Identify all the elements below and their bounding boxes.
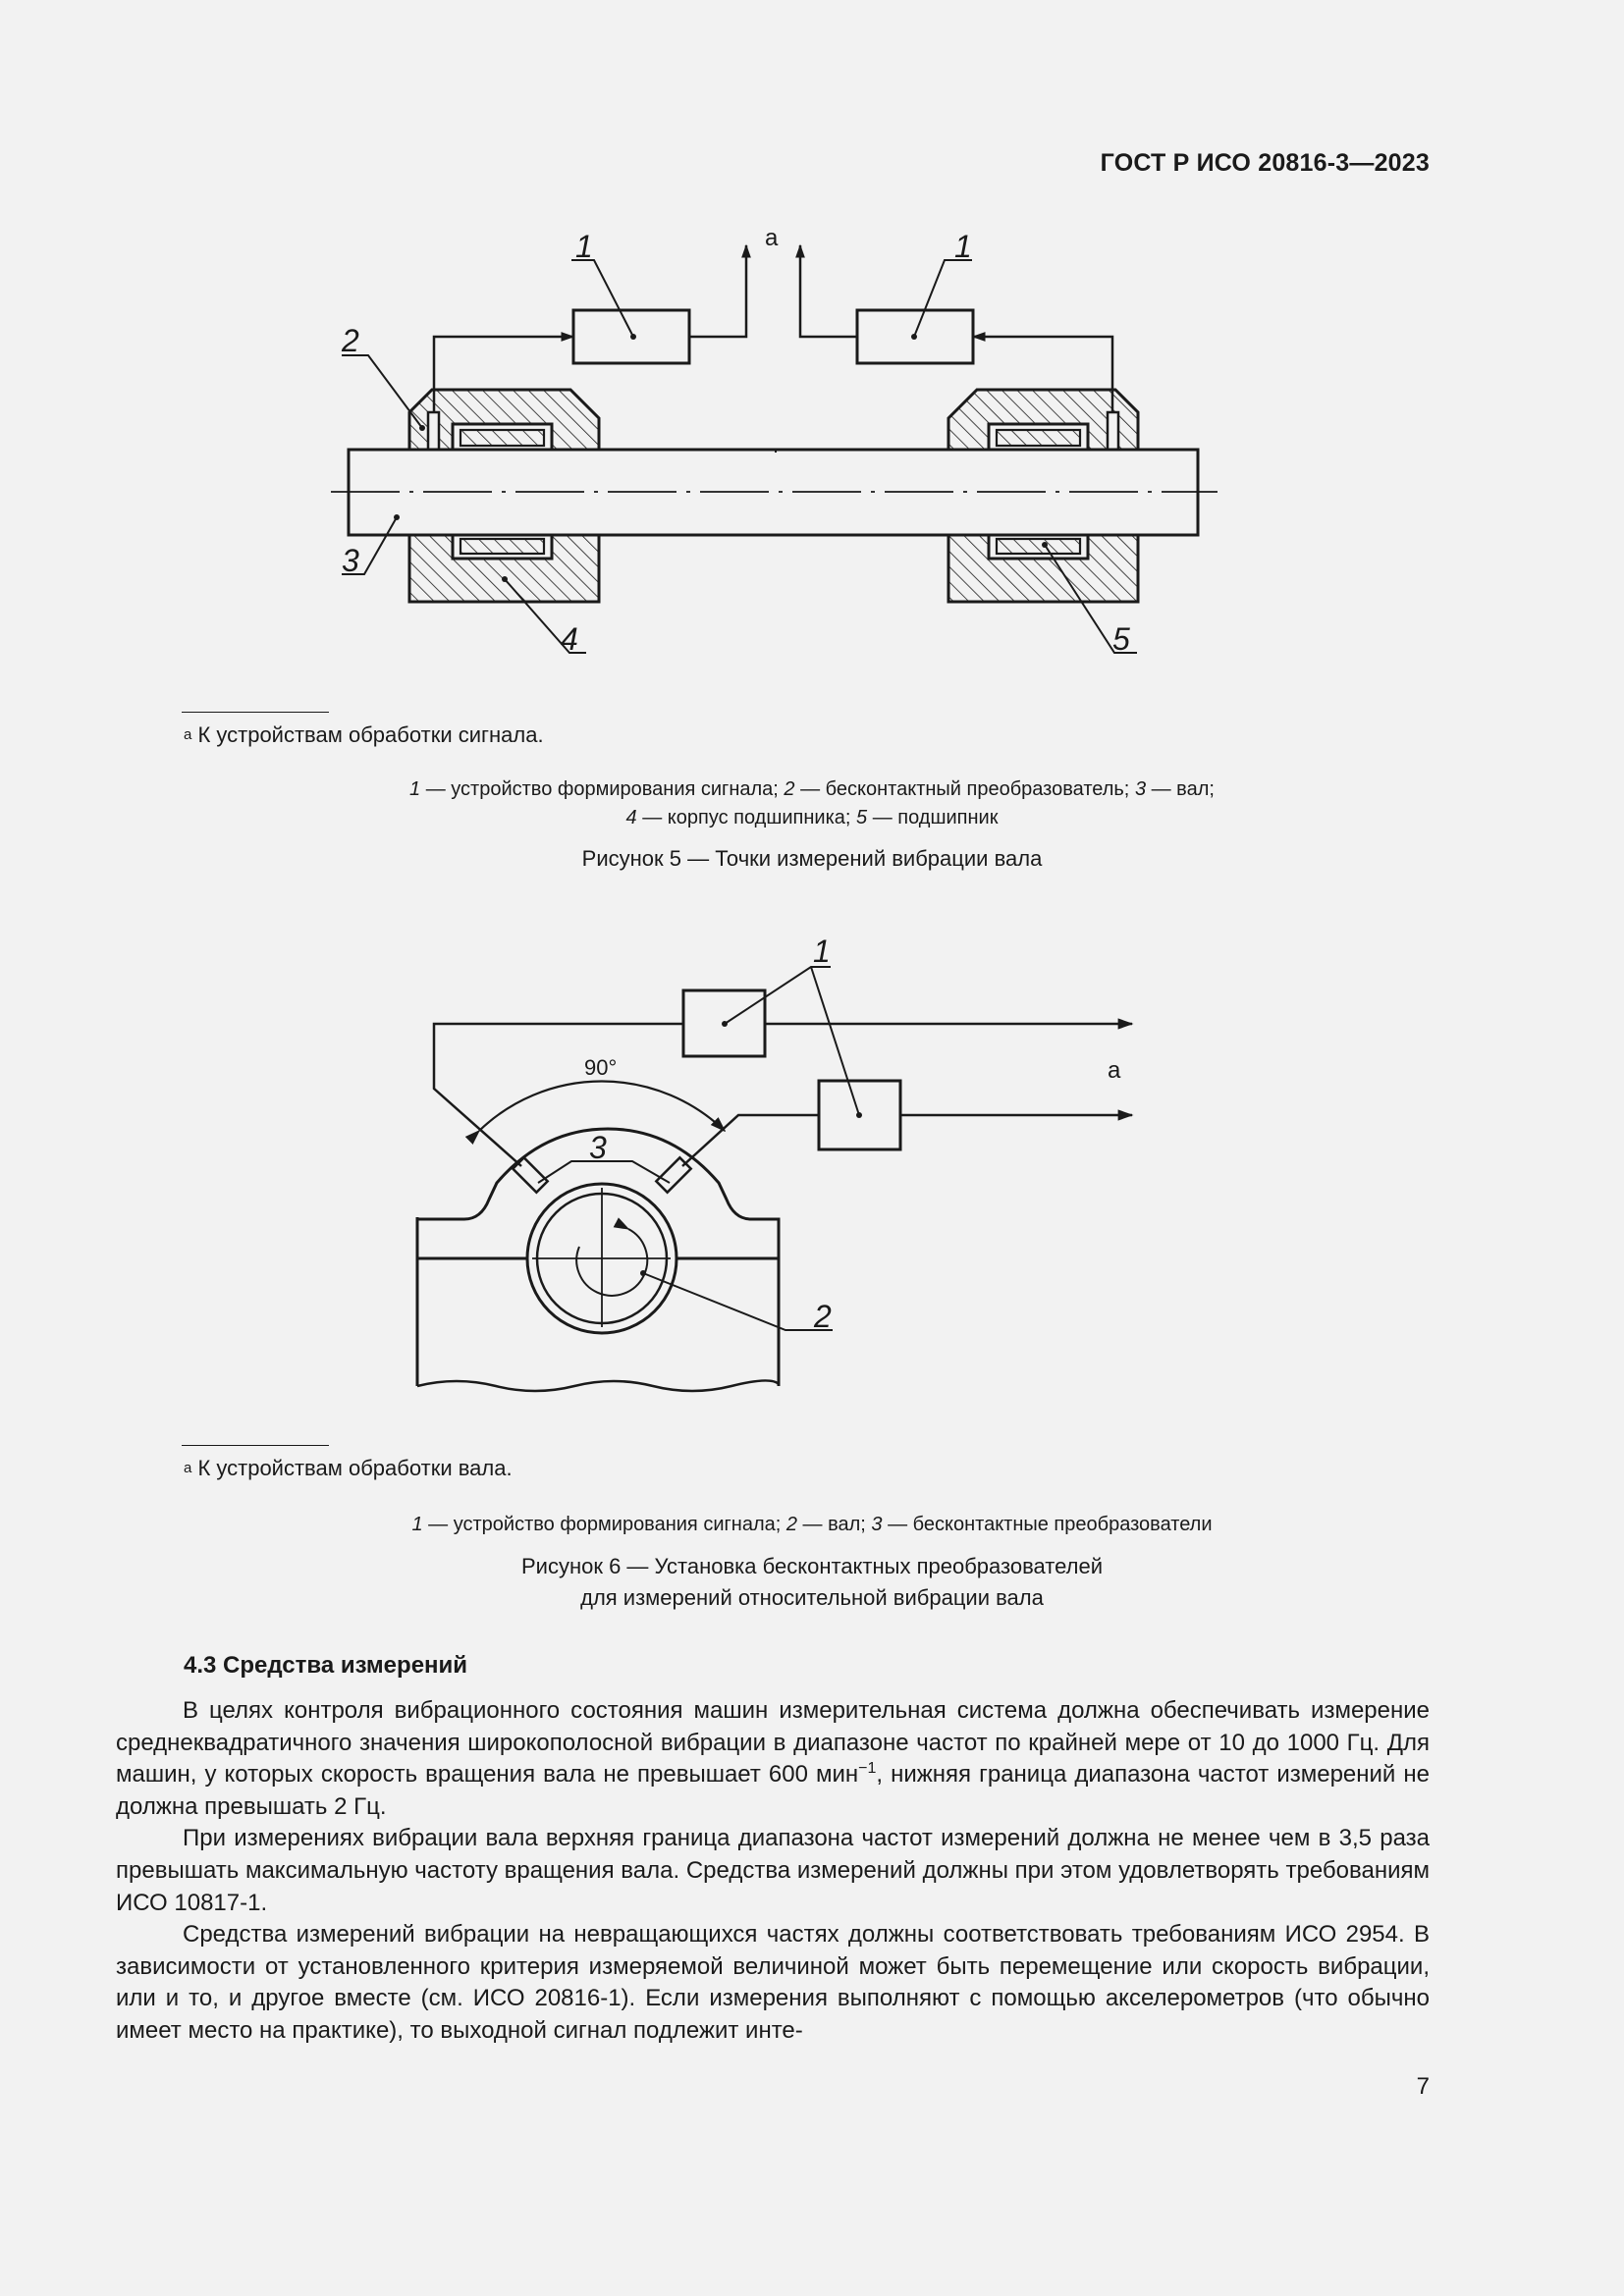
fig5-label-4: 4 (561, 621, 578, 657)
paragraph-3: Средства измерений вибрации на невращающихся частях должны соответствовать требованиям ИСО 2954. В зависимости от установленного критерия измеряемой величиной может быть перемещение или скорость вибрации, или и то, и другое вместе (см. ИСО 20816-1). Если измерения выполняют с помощью акселерометров (что обычно имеет место на практике), то выходной сигнал подлежит инте- (116, 1921, 1430, 2044)
fig5-label-1-right: 1 (954, 229, 972, 264)
fig5-label-3: 3 (342, 543, 359, 578)
fig6-label-2: 2 (814, 1299, 832, 1334)
fig5-label-5: 5 (1112, 621, 1130, 657)
fig6-legend: 1 — устройство формирования сигнала; 2 — вал; 3 — бесконтактные преобразователи (411, 1514, 1213, 1535)
footnote-rule-2 (182, 1445, 329, 1446)
document-code: ГОСТ Р ИСО 20816-3—2023 (1100, 149, 1430, 177)
fig6-label-a: a (1108, 1057, 1121, 1084)
paragraph-2: При измерениях вибрации вала верхняя граница диапазона частот измерений должна не менее чем в 3,5 раза превышать максимальную частоту вращения вала. Средства измерений должны при этом удовлетворять требованиям ИСО 10817-1. (116, 1825, 1430, 1916)
fig5-caption: Рисунок 5 — Точки измерений вибрации вала (581, 846, 1043, 871)
paragraph-1: В целях контроля вибрационного состояния машин измерительная система должна обеспечивать измерение среднеквадратичного значения широкополосной вибрации в диапазоне частот по крайней мере от 10 до 1000 Гц. Для машин, у которых скорость вращения вала не превышает 600 мин$^{-1}$, нижняя граница диапазона частот измерений не должна превышать 2 Гц. (116, 1697, 1430, 1820)
fig6-caption: Рисунок 6 — Установка бесконтактных преобразователей для измерений относительной вибрации вала (521, 1554, 1103, 1610)
section-heading: 4.3 Средства измерений (184, 1652, 468, 1679)
page-number: 7 (1416, 2073, 1430, 2100)
fig5-label-a: a (765, 225, 779, 251)
fig6-footnote: $^a$ К устройствам обработки вала. (184, 1456, 513, 1480)
fig5-label-2: 2 (342, 323, 359, 358)
fig5-legend: 1 — устройство формирования сигнала; 2 — бесконтактный преобразователь; 3 — вал; 4 — корпус подшипника; 5 — подшипник (409, 778, 1215, 828)
section-body (116, 1695, 1430, 2048)
fig6-label-3: 3 (589, 1130, 607, 1165)
fig6-angle-label: 90° (584, 1055, 618, 1080)
fig6-label-1: 1 (813, 934, 831, 969)
fig5-label-1-left: 1 (575, 229, 593, 264)
fig5-footnote: $^a$ К устройствам обработки сигнала. (184, 722, 544, 747)
